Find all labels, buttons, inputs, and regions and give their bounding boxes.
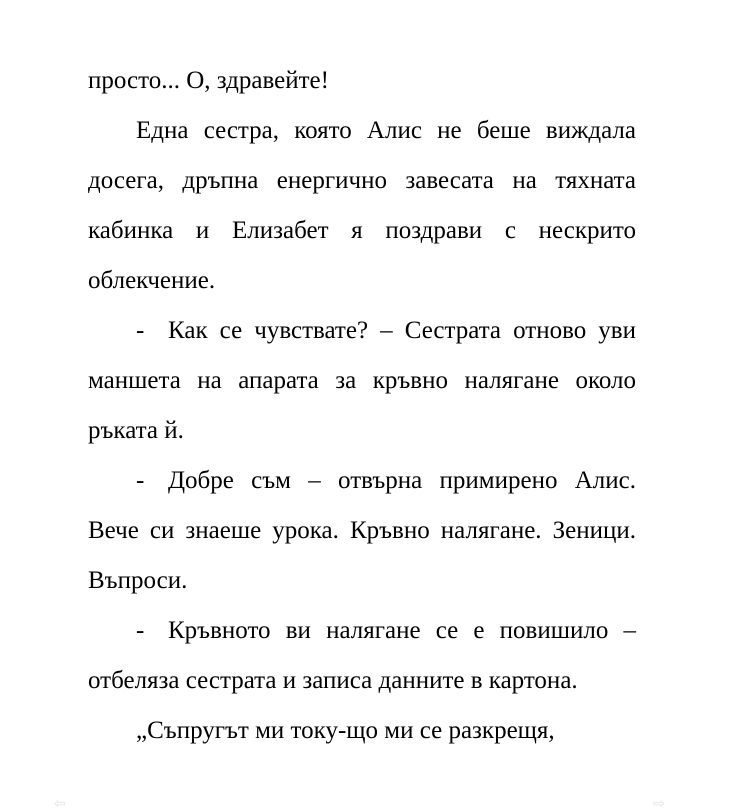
dialogue-text: Как се чувствате? – Сестрата отново уви маншета на апарата за кръвно налягане около ръката й.	[88, 317, 636, 444]
dialogue-paragraph	[88, 606, 636, 706]
dialogue-dash: -	[136, 467, 145, 494]
document-body	[88, 56, 636, 756]
dialogue-paragraph	[88, 306, 636, 456]
arrow-left-icon[interactable]: ⇦	[54, 798, 66, 810]
paragraph: „Съпругът ми току-що ми се разкрещя,	[136, 717, 555, 744]
paragraph-continuation: просто... О, здравейте!	[88, 67, 329, 94]
dialogue-paragraph	[88, 456, 636, 606]
dialogue-dash: -	[136, 317, 145, 344]
dialogue-text: Добре съм – отвърна примирено Алис. Вече си знаеше урока. Кръвно налягане. Зеници. Въпроси.	[88, 467, 636, 594]
dialogue-dash: -	[136, 617, 145, 644]
arrow-right-icon[interactable]: ⇨	[653, 798, 665, 810]
dialogue-text: Кръвното ви налягане се е повишило – отбеляза сестрата и записа данните в картона.	[88, 617, 636, 694]
paragraph: Една сестра, която Алис не беше виждала досега, дръпна енергично завесата на тяхната кабинка и Елизабет я поздрави с нескрито облекчение.	[88, 117, 636, 294]
